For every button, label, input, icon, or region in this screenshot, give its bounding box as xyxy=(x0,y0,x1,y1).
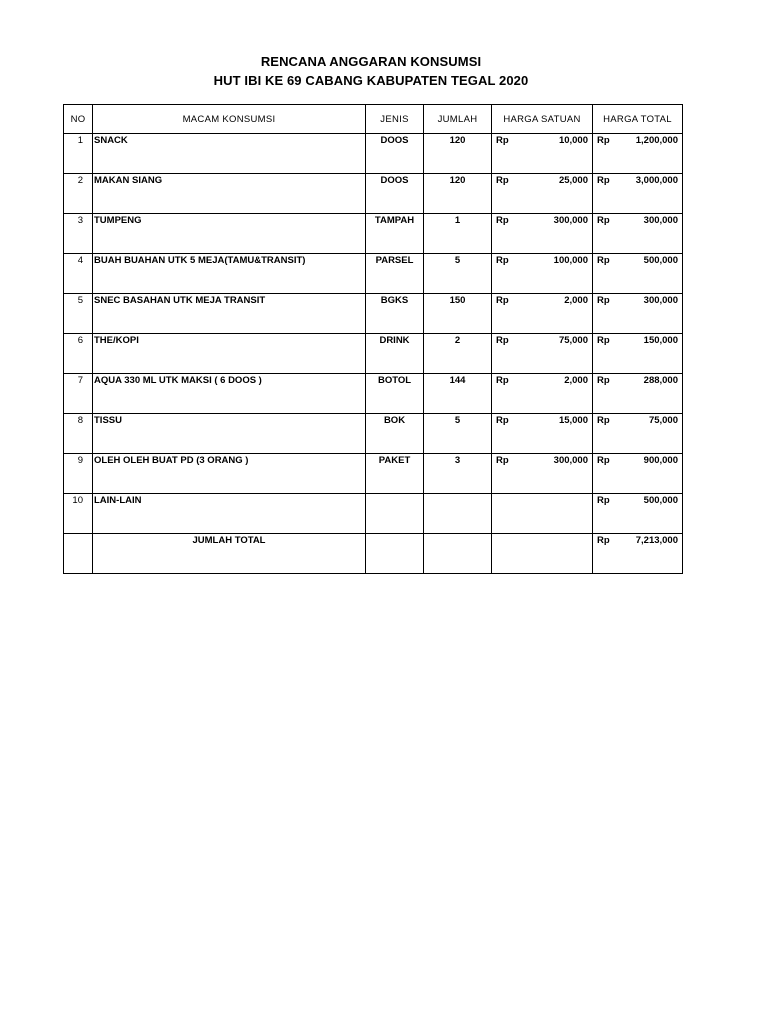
row-qty: 144 xyxy=(424,374,492,414)
currency-label: Rp xyxy=(496,175,509,186)
row-item: SNEC BASAHAN UTK MEJA TRANSIT xyxy=(93,294,366,334)
unit-price-value: 10,000 xyxy=(558,135,588,146)
table-row xyxy=(64,174,683,214)
currency-label: Rp xyxy=(496,455,509,466)
row-no: 6 xyxy=(64,334,93,374)
row-no: 3 xyxy=(64,214,93,254)
row-item: SNACK xyxy=(93,134,366,174)
row-item: TUMPENG xyxy=(93,214,366,254)
row-no: 7 xyxy=(64,374,93,414)
row-item: TISSU xyxy=(93,414,366,454)
currency-label: Rp xyxy=(496,295,509,306)
currency-label: Rp xyxy=(597,375,610,386)
currency-label: Rp xyxy=(597,295,610,306)
document-title: RENCANA ANGGARAN KONSUMSI xyxy=(260,54,482,69)
document-subtitle: HUT IBI KE 69 CABANG KABUPATEN TEGAL 2020 xyxy=(213,73,529,88)
total-no-cell xyxy=(64,534,93,574)
row-no: 8 xyxy=(64,414,93,454)
row-no: 9 xyxy=(64,454,93,494)
total-row xyxy=(64,534,683,574)
row-item: AQUA 330 ML UTK MAKSI ( 6 DOOS ) xyxy=(93,374,366,414)
table-header-row xyxy=(64,105,683,134)
unit-price-value: 25,000 xyxy=(558,175,588,186)
row-unit-price xyxy=(492,374,593,414)
currency-label: Rp xyxy=(597,455,610,466)
row-no: 1 xyxy=(64,134,93,174)
row-item: LAIN-LAIN xyxy=(93,494,366,534)
currency-label: Rp xyxy=(496,215,509,226)
currency-label: Rp xyxy=(597,335,610,346)
currency-label: Rp xyxy=(496,415,509,426)
table-row xyxy=(64,254,683,294)
row-qty: 2 xyxy=(424,334,492,374)
total-price-value: 500,000 xyxy=(643,255,678,266)
total-price-value: 900,000 xyxy=(643,455,678,466)
currency-label: Rp xyxy=(496,255,509,266)
currency-label: Rp xyxy=(597,215,610,226)
header-qty: JUMLAH xyxy=(424,105,492,134)
total-price-value: 1,200,000 xyxy=(635,135,678,146)
total-price-value: 75,000 xyxy=(648,415,678,426)
table-row xyxy=(64,334,683,374)
currency-label: Rp xyxy=(496,375,509,386)
currency-label: Rp xyxy=(597,535,610,546)
total-qty-cell xyxy=(424,534,492,574)
row-unit xyxy=(366,494,424,534)
unit-price-value: 2,000 xyxy=(564,295,588,306)
total-price-value: 300,000 xyxy=(643,215,678,226)
table-row xyxy=(64,454,683,494)
row-no: 10 xyxy=(64,494,93,534)
row-total-price xyxy=(593,334,683,374)
row-unit-price xyxy=(492,294,593,334)
row-item: MAKAN SIANG xyxy=(93,174,366,214)
currency-label: Rp xyxy=(597,255,610,266)
currency-label: Rp xyxy=(496,135,509,146)
row-no: 5 xyxy=(64,294,93,334)
row-total-price xyxy=(593,174,683,214)
row-total-price xyxy=(593,374,683,414)
table-row xyxy=(64,414,683,454)
total-price-value: 500,000 xyxy=(643,495,678,506)
row-qty: 120 xyxy=(424,174,492,214)
total-price-value: 3,000,000 xyxy=(635,175,678,186)
unit-price-value: 300,000 xyxy=(553,455,588,466)
header-item: MACAM KONSUMSI xyxy=(93,105,366,134)
table-row xyxy=(64,214,683,254)
unit-price-value: 15,000 xyxy=(558,415,588,426)
row-total-price xyxy=(593,454,683,494)
unit-price-value: 2,000 xyxy=(564,375,588,386)
row-total-price xyxy=(593,294,683,334)
row-unit: TAMPAH xyxy=(366,214,424,254)
currency-label: Rp xyxy=(597,415,610,426)
row-unit-price xyxy=(492,414,593,454)
row-unit: PARSEL xyxy=(366,254,424,294)
row-qty: 5 xyxy=(424,254,492,294)
currency-label: Rp xyxy=(597,135,610,146)
row-unit-price xyxy=(492,134,593,174)
row-total-price xyxy=(593,254,683,294)
currency-label: Rp xyxy=(496,335,509,346)
row-unit: DOOS xyxy=(366,174,424,214)
total-price-value: 300,000 xyxy=(643,295,678,306)
row-qty: 3 xyxy=(424,454,492,494)
row-unit: DOOS xyxy=(366,134,424,174)
row-unit-price xyxy=(492,174,593,214)
currency-label: Rp xyxy=(597,495,610,506)
row-no: 4 xyxy=(64,254,93,294)
total-price-value: 288,000 xyxy=(643,375,678,386)
row-unit: BGKS xyxy=(366,294,424,334)
row-unit: PAKET xyxy=(366,454,424,494)
row-total-price xyxy=(593,134,683,174)
unit-price-value: 100,000 xyxy=(553,255,588,266)
header-no: NO xyxy=(64,105,93,134)
row-unit: BOTOL xyxy=(366,374,424,414)
row-qty xyxy=(424,494,492,534)
grand-total-cell xyxy=(593,534,683,574)
row-unit-price xyxy=(492,494,593,534)
row-qty: 120 xyxy=(424,134,492,174)
unit-price-value: 300,000 xyxy=(553,215,588,226)
header-unit: JENIS xyxy=(366,105,424,134)
grand-total-value: 7,213,000 xyxy=(635,535,678,546)
total-price-cell xyxy=(492,534,593,574)
row-unit-price xyxy=(492,254,593,294)
header-unit-price: HARGA SATUAN xyxy=(492,105,593,134)
budget-table xyxy=(63,104,683,574)
currency-label: Rp xyxy=(597,175,610,186)
row-item: OLEH OLEH BUAT PD (3 ORANG ) xyxy=(93,454,366,494)
total-price-value: 150,000 xyxy=(643,335,678,346)
total-unit-cell xyxy=(366,534,424,574)
row-qty: 150 xyxy=(424,294,492,334)
row-item: THE/KOPI xyxy=(93,334,366,374)
row-unit-price xyxy=(492,454,593,494)
table-row xyxy=(64,294,683,334)
row-total-price xyxy=(593,494,683,534)
total-label: JUMLAH TOTAL xyxy=(93,534,366,574)
row-unit: BOK xyxy=(366,414,424,454)
table-row xyxy=(64,374,683,414)
table-body xyxy=(64,134,683,534)
header-total-price: HARGA TOTAL xyxy=(593,105,683,134)
table-row xyxy=(64,494,683,534)
row-unit: DRINK xyxy=(366,334,424,374)
table-row xyxy=(64,134,683,174)
row-qty: 5 xyxy=(424,414,492,454)
unit-price-value: 75,000 xyxy=(558,335,588,346)
row-unit-price xyxy=(492,334,593,374)
row-total-price xyxy=(593,214,683,254)
row-unit-price xyxy=(492,214,593,254)
row-qty: 1 xyxy=(424,214,492,254)
row-no: 2 xyxy=(64,174,93,214)
row-total-price xyxy=(593,414,683,454)
row-item: BUAH BUAHAN UTK 5 MEJA(TAMU&TRANSIT) xyxy=(93,254,366,294)
